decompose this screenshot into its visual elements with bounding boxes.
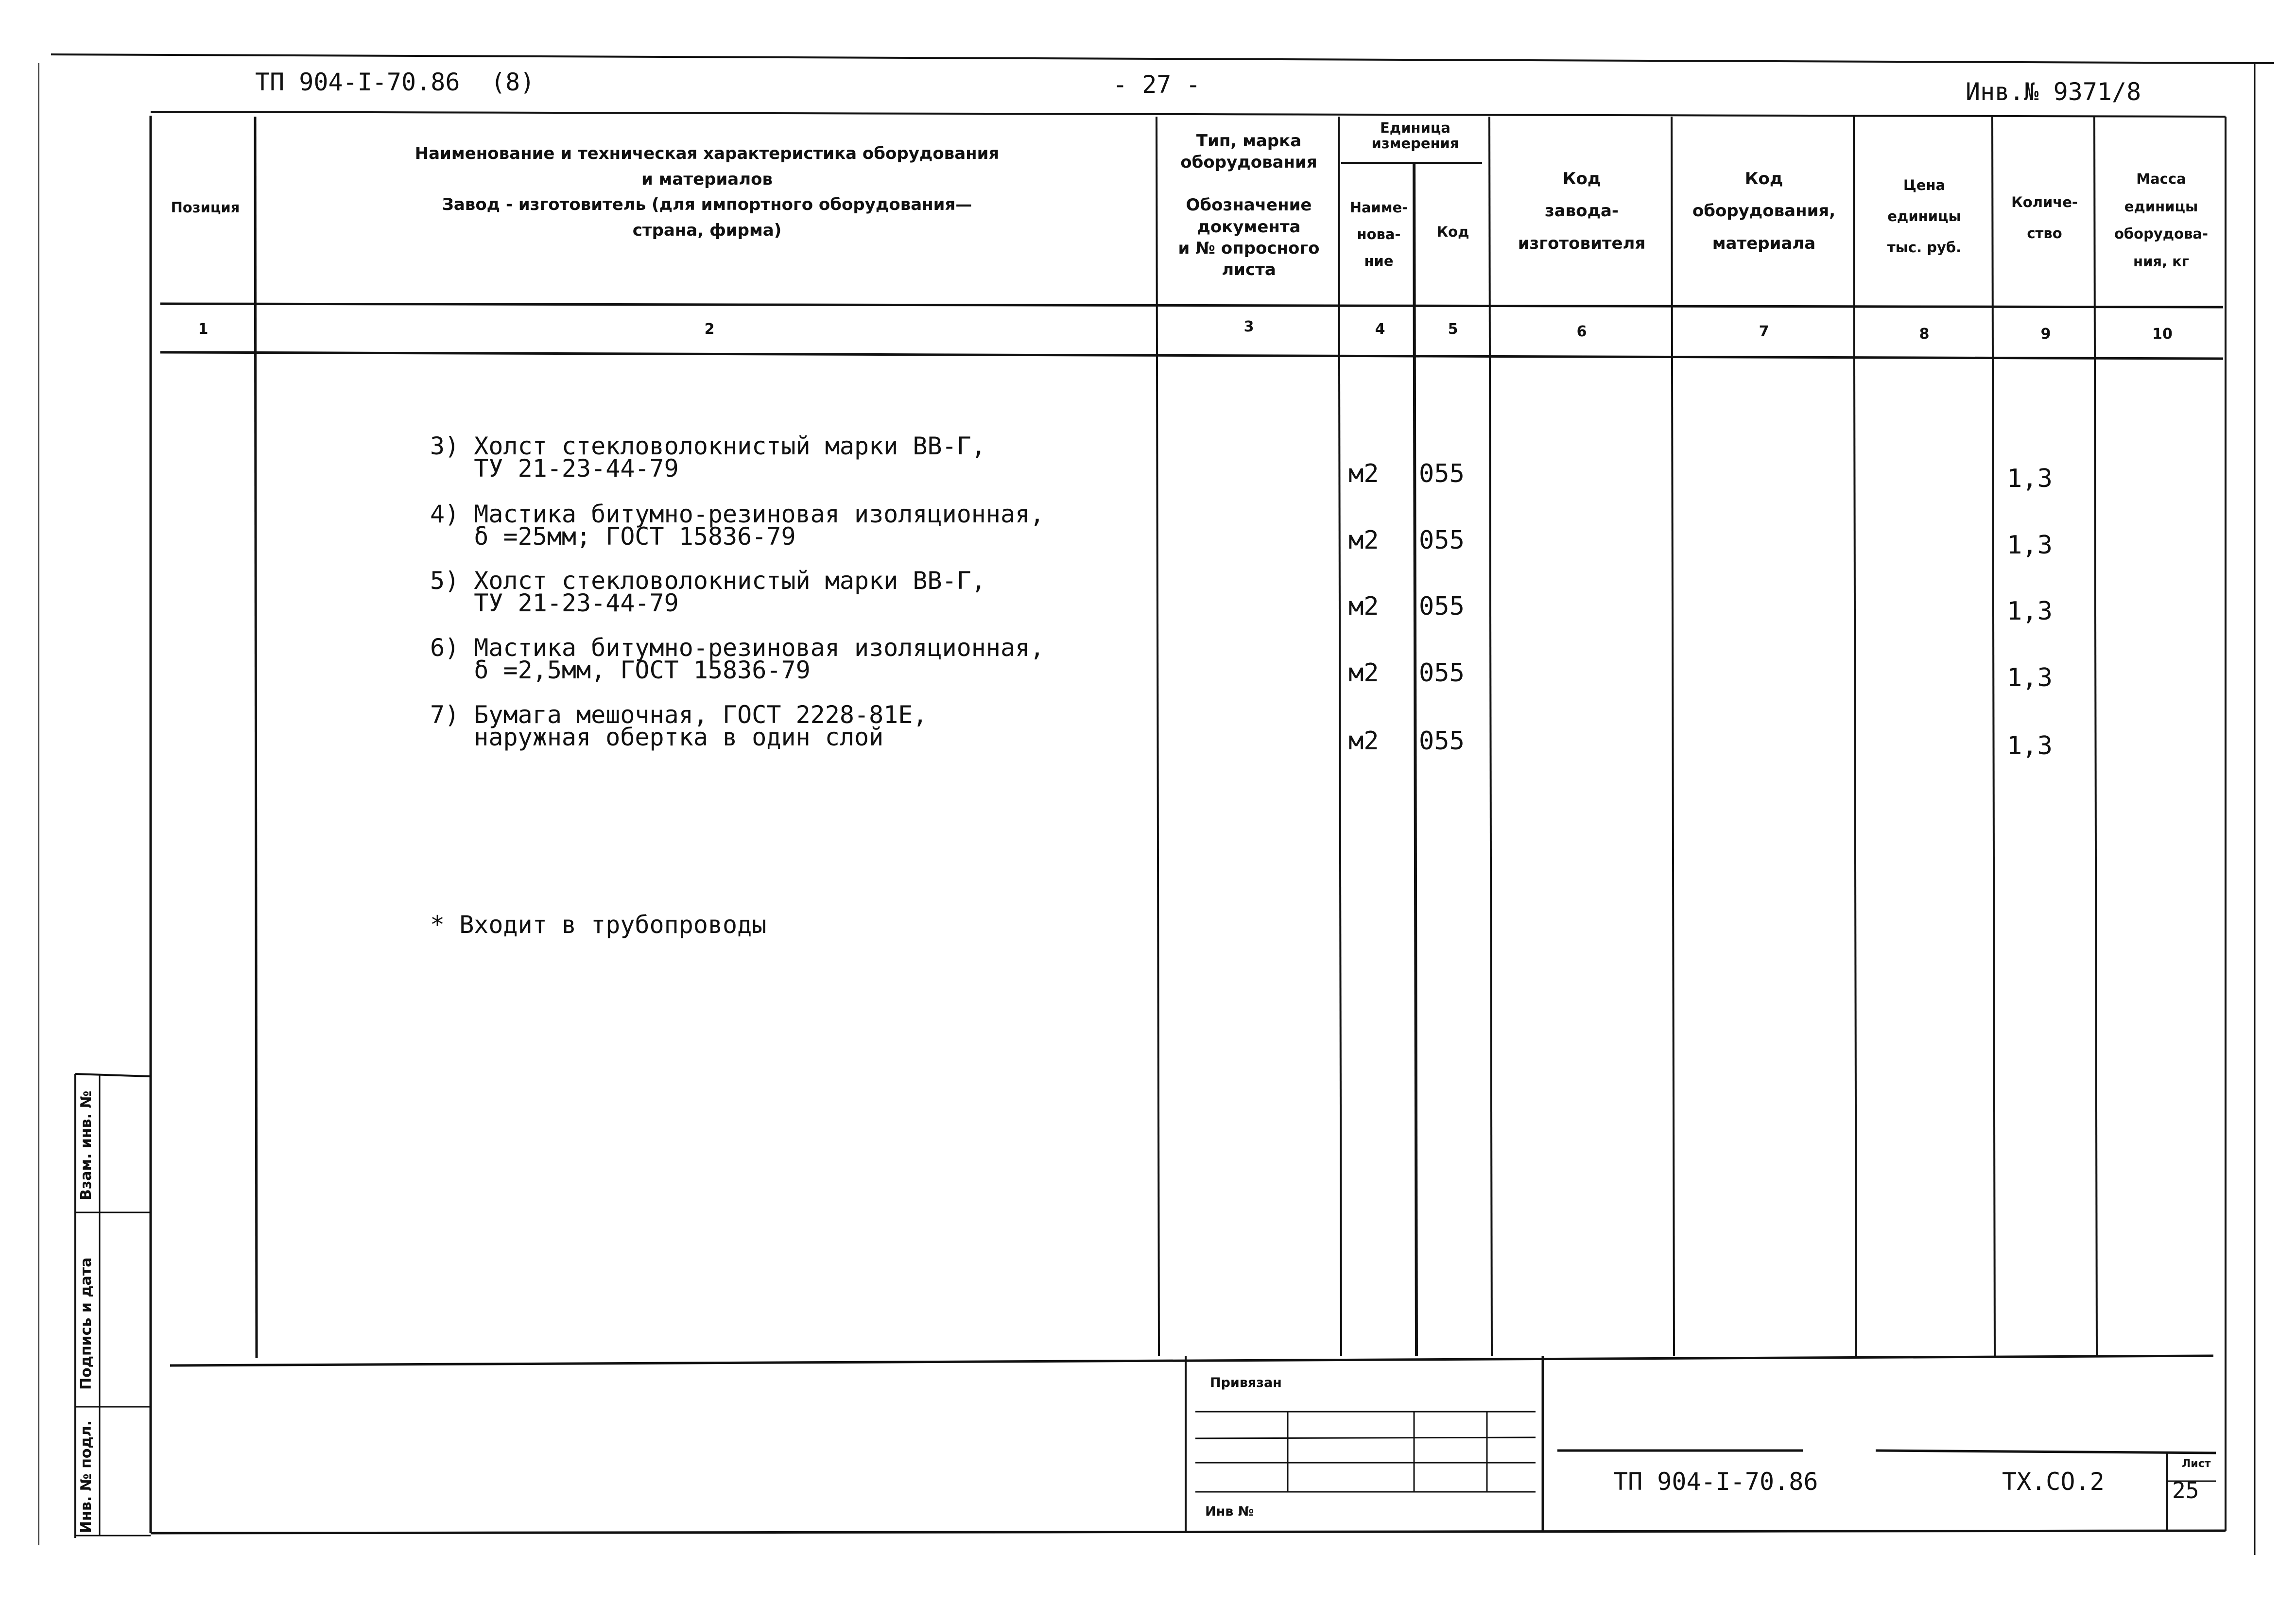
- table-row: [430, 567, 986, 617]
- column-number-8: 8: [1919, 326, 1930, 343]
- header-type: Тип, марка оборудования Обозначение документа и № опросного листа: [1178, 131, 1320, 279]
- item-spec: наружная обертка в один слой: [430, 723, 884, 751]
- item-unit: м2: [1348, 526, 1379, 555]
- table-row: [430, 500, 1045, 551]
- item-unit-code: 055: [1419, 459, 1465, 488]
- item-quantity: 1,3: [2007, 464, 2053, 493]
- stamp-sheet-code: ТХ.СО.2: [2002, 1468, 2105, 1496]
- table-row: [430, 701, 928, 751]
- item-name: 3) Холст стекловолокнистый марки ВВ-Г,: [430, 432, 986, 460]
- table-row: [430, 634, 1045, 684]
- item-unit-code: 055: [1419, 526, 1465, 555]
- column-number-9: 9: [2040, 326, 2051, 343]
- side-label-original-inventory: Инв. № подл.: [78, 1420, 95, 1533]
- item-unit: м2: [1348, 726, 1379, 756]
- header-unit-code: Код: [1436, 224, 1469, 240]
- item-unit: м2: [1348, 592, 1379, 621]
- column-number-6: 6: [1576, 323, 1587, 340]
- item-name: 4) Мастика битумно-резиновая изоляционная,: [430, 500, 1045, 528]
- item-quantity: 1,3: [2007, 597, 2053, 626]
- column-number-10: 10: [2152, 326, 2173, 343]
- stamp-document-code: ТП 904-I-70.86: [1613, 1468, 1818, 1496]
- stamp-attached-label: Привязан: [1210, 1375, 1282, 1390]
- footnote: * Входит в трубопроводы: [430, 911, 767, 939]
- item-unit-code: 055: [1419, 658, 1465, 688]
- side-label-signature-date: Подпись и дата: [78, 1257, 95, 1390]
- table-row: [430, 432, 986, 483]
- column-number-7: 7: [1759, 323, 1769, 340]
- item-spec: ТУ 21-23-44-79: [430, 589, 679, 617]
- header-material-code: Код оборудования, материала: [1692, 169, 1836, 253]
- header-maker-code: Код завода- изготовителя: [1518, 169, 1646, 253]
- column-number-1: 1: [198, 321, 208, 338]
- column-number-5: 5: [1448, 321, 1458, 338]
- document-variant: (8): [491, 68, 535, 96]
- column-number-3: 3: [1243, 318, 1254, 335]
- item-unit-code: 055: [1419, 592, 1465, 621]
- item-spec: δ =25мм; ГОСТ 15836-79: [430, 522, 796, 551]
- item-name: 7) Бумага мешочная, ГОСТ 2228-81Е,: [430, 701, 928, 729]
- document-code: ТП 904-I-70.86: [255, 68, 460, 96]
- item-unit: м2: [1348, 658, 1379, 688]
- column-number-4: 4: [1375, 321, 1385, 338]
- header-position: Позиция: [171, 199, 240, 216]
- stamp-inventory-label: Инв №: [1205, 1504, 1254, 1519]
- inventory-number: Инв.№ 9371/8: [1966, 78, 2141, 106]
- item-unit-code: 055: [1419, 726, 1465, 756]
- item-spec: ТУ 21-23-44-79: [430, 454, 679, 483]
- column-number-2: 2: [704, 321, 715, 338]
- item-name: 6) Мастика битумно-резиновая изоляционная,: [430, 634, 1045, 662]
- header-mass: Масса единицы оборудова- ния, кг: [2114, 171, 2209, 270]
- item-quantity: 1,3: [2007, 663, 2053, 692]
- side-label-replace-inventory: Взам. инв. №: [78, 1090, 95, 1200]
- header-name: Наименование и техническая характеристика оборудования и материалов Завод - изготовитель (для импортного оборудования— страна, фирма): [414, 144, 1000, 241]
- item-quantity: 1,3: [2007, 731, 2053, 760]
- item-quantity: 1,3: [2007, 531, 2053, 560]
- header-unit-name: Наиме- нова- ние: [1349, 199, 1408, 270]
- header-price: Цена единицы тыс. руб.: [1887, 177, 1962, 256]
- stamp-sheet-number: 25: [2172, 1477, 2199, 1503]
- item-name: 5) Холст стекловолокнистый марки ВВ-Г,: [430, 567, 986, 595]
- header-unit: Единица измерения: [1371, 120, 1459, 152]
- item-spec: δ =2,5мм, ГОСТ 15836-79: [430, 656, 811, 684]
- stamp-sheet-label: Лист: [2182, 1458, 2211, 1470]
- item-unit: м2: [1348, 459, 1379, 488]
- page-number: - 27 -: [1113, 70, 1201, 99]
- header-quantity: Количе- ство: [2011, 194, 2078, 242]
